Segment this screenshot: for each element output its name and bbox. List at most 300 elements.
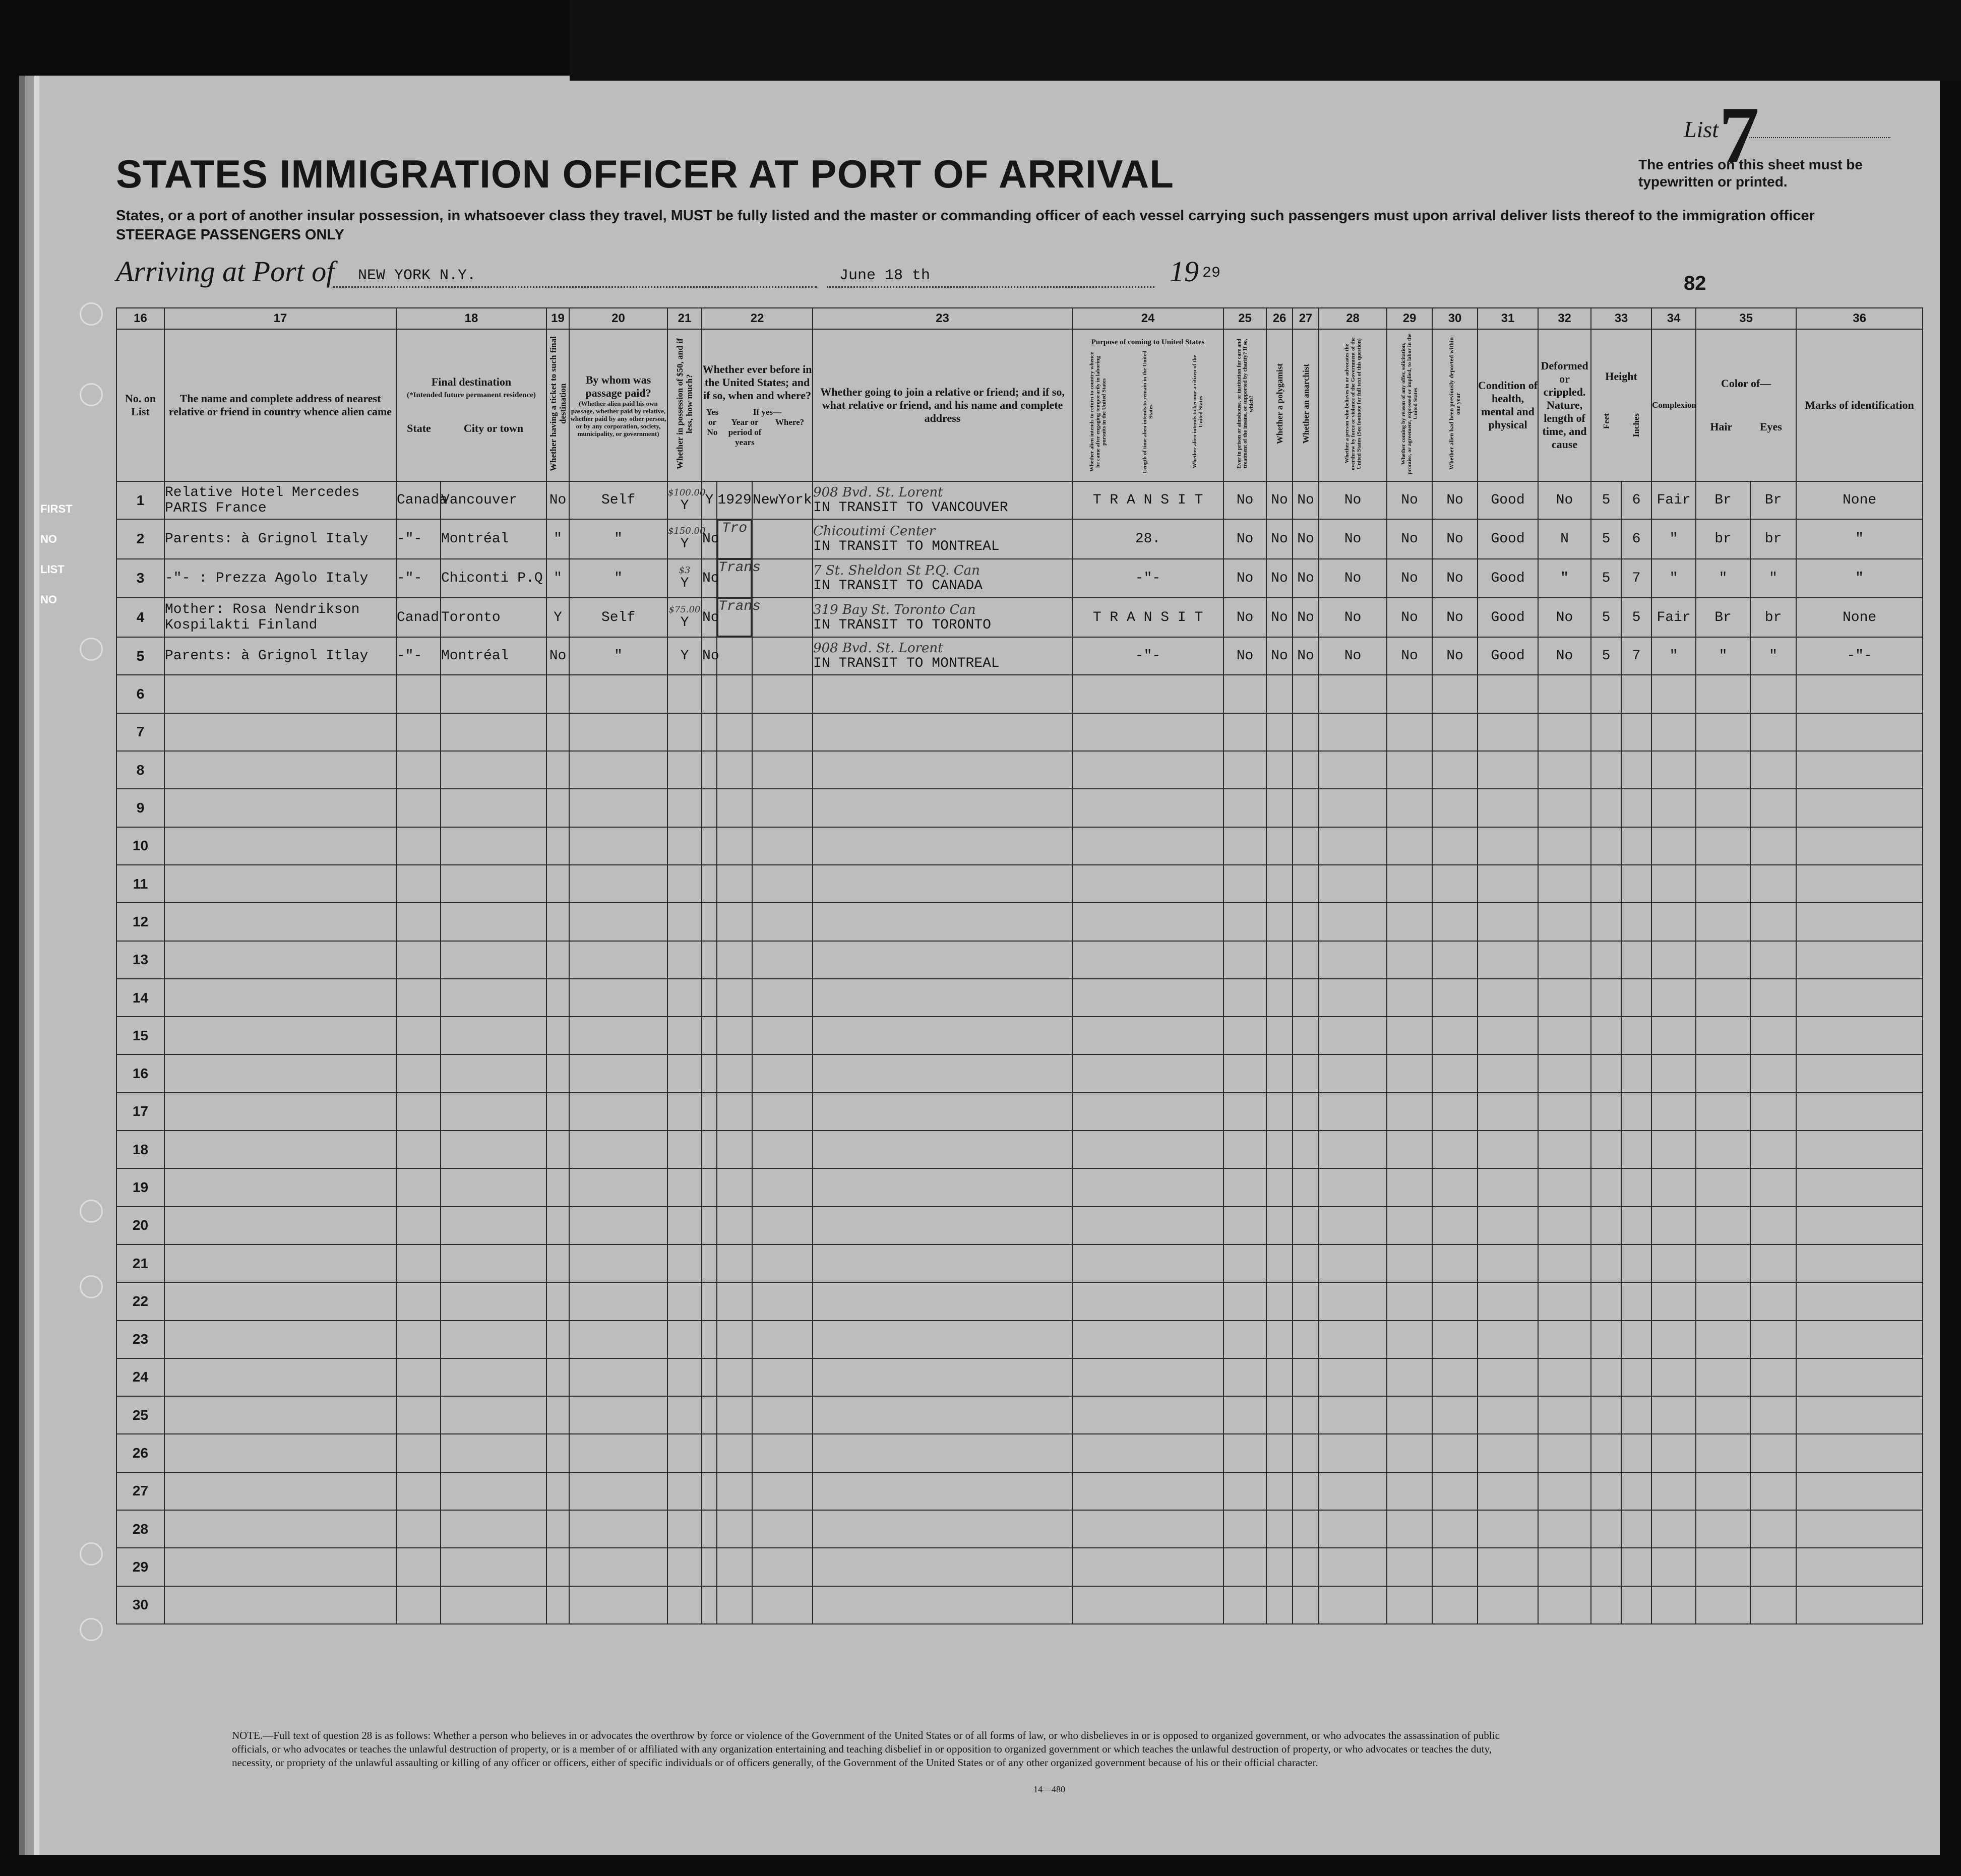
steerage-label: STEERAGE PASSENGERS ONLY [116,227,344,243]
empty-cell [546,979,569,1017]
empty-cell [441,865,546,903]
empty-cell [813,1586,1072,1624]
empty-cell [1591,1131,1621,1168]
empty-cell [1796,675,1923,713]
empty-cell [1538,1548,1591,1586]
empty-cell [702,1054,717,1092]
empty-cell [1072,1168,1223,1206]
deported-cell: No [1432,559,1478,598]
empty-cell [1750,1093,1796,1131]
complexion-cell: Fair [1651,481,1696,519]
empty-cell [717,1017,752,1054]
empty-cell [569,1282,667,1320]
empty-cell [1696,865,1750,903]
money-cell [667,598,702,637]
empty-cell [1651,1282,1696,1320]
empty-cell [1750,903,1796,941]
before-yes-no-cell: Y [702,481,717,519]
empty-cell [717,865,752,903]
deported-cell: No [1432,519,1478,558]
empty-cell [1387,675,1432,713]
empty-cell [1432,1396,1478,1434]
empty-cell [813,1321,1072,1358]
column-number: 31 [1478,308,1538,329]
empty-cell [546,827,569,865]
empty-cell [1538,1131,1591,1168]
empty-cell [1621,1321,1651,1358]
empty-cell [752,865,813,903]
empty-cell [1621,1358,1651,1396]
eyes-cell: " [1750,559,1796,598]
empty-cell [1478,865,1538,903]
empty-cell [1796,1244,1923,1282]
empty-cell [1750,1207,1796,1244]
empty-cell [702,1472,717,1510]
row-number: 6 [116,675,164,713]
table-row [116,1510,1923,1548]
eyes-cell: br [1750,519,1796,558]
join-cell [813,519,1072,558]
empty-cell [1651,865,1696,903]
empty-cell [1266,1017,1293,1054]
feet-subheader: Feet [1602,413,1612,429]
empty-cell [1478,675,1538,713]
empty-cell [1651,1548,1696,1586]
empty-cell [1696,941,1750,979]
table-row [116,1282,1923,1320]
empty-cell [813,1434,1072,1472]
empty-cell [164,1017,396,1054]
empty-cell [1696,1548,1750,1586]
passage-paid-label: By whom was passage paid? [585,373,651,399]
empty-cell [1072,675,1223,713]
empty-cell [1796,713,1923,751]
empty-cell [396,1093,441,1131]
empty-cell [813,1396,1072,1434]
empty-cell [1266,941,1293,979]
join-cell [813,559,1072,598]
before-period-cell [717,637,752,675]
empty-cell [396,1434,441,1472]
empty-cell [752,1093,813,1131]
empty-cell [1591,1510,1621,1548]
empty-cell [1750,1168,1796,1206]
labor-offer-cell: No [1387,481,1432,519]
empty-cell [1478,827,1538,865]
empty-cell [1478,941,1538,979]
empty-cell [1750,941,1796,979]
purpose-cell: -"- [1072,637,1223,675]
column-number: 23 [813,308,1072,329]
state-subheader: State [407,422,431,434]
table-row [116,1244,1923,1282]
binder-hole-icon [80,638,103,661]
empty-cell [1621,713,1651,751]
complexion-cell: Fair [1651,598,1696,637]
empty-cell [752,675,813,713]
empty-cell [164,1093,396,1131]
empty-cell [813,751,1072,789]
empty-cell [813,903,1072,941]
empty-cell [1223,1434,1266,1472]
empty-cell [1621,1282,1651,1320]
empty-cell [1696,1434,1750,1472]
empty-cell [1266,1548,1293,1586]
empty-cell [813,1131,1072,1168]
empty-cell [1750,1054,1796,1092]
purpose-return-text: Whether alien intends to return to country whence he came after engaging temporarily in laboring pursuits in the United States [1088,352,1107,472]
empty-cell [441,1207,546,1244]
empty-cell [1266,1586,1293,1624]
purpose-cell: 28. [1072,519,1223,558]
empty-cell [1223,789,1266,827]
empty-cell [1223,865,1266,903]
join-text: IN TRANSIT TO CANADA [813,578,983,594]
empty-cell [1750,1017,1796,1054]
empty-cell [441,1510,546,1548]
empty-cell [1651,1472,1696,1510]
empty-cell [1796,1472,1923,1510]
empty-cell [1478,1244,1538,1282]
row-number: 17 [116,1093,164,1131]
empty-cell [752,941,813,979]
empty-cell [1651,789,1696,827]
row-number: 15 [116,1017,164,1054]
empty-cell [1538,751,1591,789]
table-row [116,1434,1923,1472]
empty-cell [667,865,702,903]
deformed-cell: " [1538,559,1591,598]
empty-cell [1538,865,1591,903]
empty-cell [1750,979,1796,1017]
ticket-cell: Y [546,598,569,637]
empty-cell [1072,1244,1223,1282]
empty-cell [1432,1168,1478,1206]
empty-cell [569,789,667,827]
column-number: 35 [1696,308,1796,329]
empty-cell [717,1321,752,1358]
empty-cell [1538,1472,1591,1510]
empty-cell [1651,1244,1696,1282]
left-stub-text: LIST [40,563,65,576]
empty-cell [1591,1282,1621,1320]
overthrow-cell: No [1319,559,1387,598]
inches-cell: 6 [1621,481,1651,519]
empty-cell [752,1207,813,1244]
row-number: 9 [116,789,164,827]
join-cell [813,481,1072,519]
empty-cell [1319,1548,1387,1586]
empty-cell [1591,1472,1621,1510]
empty-cell [441,1093,546,1131]
empty-cell [569,1396,667,1434]
empty-cell [396,903,441,941]
table-row [116,481,1923,519]
empty-cell [717,1093,752,1131]
empty-cell [546,1434,569,1472]
row-number: 8 [116,751,164,789]
empty-cell [1621,1054,1651,1092]
left-stub [40,494,73,615]
empty-cell [1621,1510,1651,1548]
empty-cell [702,1548,717,1586]
empty-cell [546,865,569,903]
empty-cell [1266,1131,1293,1168]
empty-cell [546,1093,569,1131]
empty-cell [1432,865,1478,903]
empty-cell [1750,713,1796,751]
if-yes-subheader: If yes— [753,407,782,417]
empty-cell [752,1244,813,1282]
empty-cell [813,1168,1072,1206]
empty-cell [702,675,717,713]
empty-cell [1319,979,1387,1017]
row-number: 11 [116,865,164,903]
empty-cell [569,713,667,751]
empty-cell [1591,1396,1621,1434]
empty-cell [1621,1548,1651,1586]
empty-cell [569,1434,667,1472]
header-anarchist [1293,329,1319,481]
join-cell [813,637,1072,675]
empty-cell [1478,1472,1538,1510]
empty-cell [1621,751,1651,789]
empty-cell [717,979,752,1017]
empty-cell [1072,1093,1223,1131]
empty-cell [717,1586,752,1624]
empty-cell [1266,1510,1293,1548]
table-row [116,1321,1923,1358]
empty-cell [717,713,752,751]
empty-cell [1591,1244,1621,1282]
empty-cell [1796,1054,1923,1092]
empty-cell [1387,1396,1432,1434]
deformed-cell: No [1538,637,1591,675]
table-row [116,941,1923,979]
empty-cell [1223,1054,1266,1092]
empty-cell [702,1586,717,1624]
empty-cell [1072,789,1223,827]
list-label: List [1684,116,1719,142]
column-number: 30 [1432,308,1478,329]
empty-cell [702,1207,717,1244]
empty-cell [164,1510,396,1548]
empty-cell [813,1472,1072,1510]
empty-cell [667,751,702,789]
empty-cell [1266,827,1293,865]
empty-cell [1796,827,1923,865]
empty-cell [1072,751,1223,789]
city-cell: Toronto [441,598,546,637]
empty-cell [1072,1017,1223,1054]
empty-cell [441,941,546,979]
overthrow-cell: No [1319,598,1387,637]
list-number: 7 [1719,90,1759,179]
empty-cell [1432,751,1478,789]
empty-cell [1696,1054,1750,1092]
empty-cell [1293,1434,1319,1472]
labor-offer-cell: No [1387,519,1432,558]
empty-cell [1387,1054,1432,1092]
relative-cell [164,598,396,637]
empty-cell [667,1282,702,1320]
empty-cell [1796,1321,1923,1358]
empty-cell [1651,1093,1696,1131]
empty-cell [1478,1510,1538,1548]
money-handwritten: $150.00 [668,526,706,537]
empty-cell [1432,675,1478,713]
empty-cell [1538,789,1591,827]
hair-subheader: Hair [1710,420,1733,433]
city-subheader: City or town [463,422,524,434]
empty-cell [1538,1244,1591,1282]
empty-cell [1591,1434,1621,1472]
empty-cell [1319,1282,1387,1320]
color-label: Color of— [1721,377,1771,390]
empty-cell [752,789,813,827]
relative-cell [164,481,396,519]
empty-cell [164,1321,396,1358]
empty-cell [546,1472,569,1510]
empty-cell [667,1017,702,1054]
empty-cell [1621,1434,1651,1472]
purpose-citizen-text: Whether alien intends to become a citizen of the United States [1192,355,1204,469]
money-value: Y [680,648,689,664]
empty-cell [1796,1017,1923,1054]
empty-cell [1319,1244,1387,1282]
left-stub-text: FIRST [40,503,73,515]
empty-cell [1591,941,1621,979]
hair-cell: br [1696,519,1750,558]
empty-cell [1796,1510,1923,1548]
empty-cell [1387,1168,1432,1206]
empty-cell [546,1282,569,1320]
empty-cell [1591,1207,1621,1244]
inches-cell: 7 [1621,559,1651,598]
table-row [116,519,1923,558]
health-cell: Good [1478,519,1538,558]
empty-cell [1319,713,1387,751]
empty-cell [1696,751,1750,789]
manifest-table-wrap [116,307,1914,1673]
empty-cell [1750,1321,1796,1358]
column-number: 34 [1651,308,1696,329]
join-handwritten: 7 St. Sheldon St P.Q. Can [813,562,980,578]
empty-cell [546,1548,569,1586]
empty-cell [396,827,441,865]
empty-cell [1538,1093,1591,1131]
state-cell: Canada [396,481,441,519]
empty-cell [1591,1168,1621,1206]
empty-cell [1651,1358,1696,1396]
empty-cell [1266,1396,1293,1434]
empty-cell [164,713,396,751]
deported-cell: No [1432,481,1478,519]
deformed-cell: N [1538,519,1591,558]
eyes-cell: br [1750,598,1796,637]
empty-cell [569,941,667,979]
empty-cell [396,1548,441,1586]
complexion-cell: " [1651,637,1696,675]
empty-cell [164,827,396,865]
table-row [116,789,1923,827]
empty-cell [1266,1321,1293,1358]
empty-cell [1621,675,1651,713]
empty-cell [441,1168,546,1206]
header-passage-paid [569,329,667,481]
empty-cell [396,1358,441,1396]
empty-cell [164,903,396,941]
empty-cell [1796,1131,1923,1168]
empty-cell [1223,1586,1266,1624]
table-row [116,637,1923,675]
empty-cell [1293,1548,1319,1586]
empty-cell [717,1131,752,1168]
empty-cell [1621,1244,1651,1282]
empty-cell [1319,1434,1387,1472]
empty-cell [1293,789,1319,827]
empty-cell [667,1548,702,1586]
arriving-label: Arriving at Port of [116,255,335,288]
join-handwritten: 908 Bvd. St. Lorent [813,485,943,501]
empty-cell [569,1131,667,1168]
height-label: Height [1605,370,1637,383]
empty-cell [1432,979,1478,1017]
table-row [116,1396,1923,1434]
ticket-cell: " [546,519,569,558]
money-value: Y [680,576,689,592]
city-cell: Montréal [441,637,546,675]
empty-cell [1266,789,1293,827]
empty-cell [1538,1358,1591,1396]
empty-cell [1293,1282,1319,1320]
empty-cell [1478,1282,1538,1320]
empty-cell [1696,827,1750,865]
hair-cell: Br [1696,598,1750,637]
empty-cell [752,1017,813,1054]
empty-cell [752,1282,813,1320]
column-number: 33 [1591,308,1651,329]
empty-cell [717,1282,752,1320]
empty-cell [813,1207,1072,1244]
empty-cell [569,1358,667,1396]
empty-cell [569,1548,667,1586]
empty-cell [164,1472,396,1510]
empty-cell [1293,827,1319,865]
empty-cell [1478,1207,1538,1244]
empty-cell [1478,1017,1538,1054]
polygamist-cell: No [1266,637,1293,675]
labor-offer-cell: No [1387,559,1432,598]
empty-cell [1266,1054,1293,1092]
empty-cell [1621,1017,1651,1054]
marks-cell: None [1796,598,1923,637]
table-row [116,1358,1923,1396]
empty-cell [1478,1054,1538,1092]
empty-cell [667,827,702,865]
overthrow-cell: No [1319,519,1387,558]
empty-cell [1319,1586,1387,1624]
empty-cell [1319,1093,1387,1131]
row-number: 13 [116,941,164,979]
purpose-cell: -"- [1072,559,1223,598]
empty-cell [667,1207,702,1244]
row-number: 12 [116,903,164,941]
empty-cell [667,941,702,979]
empty-cell [1223,1358,1266,1396]
empty-cell [717,751,752,789]
empty-cell [1072,713,1223,751]
